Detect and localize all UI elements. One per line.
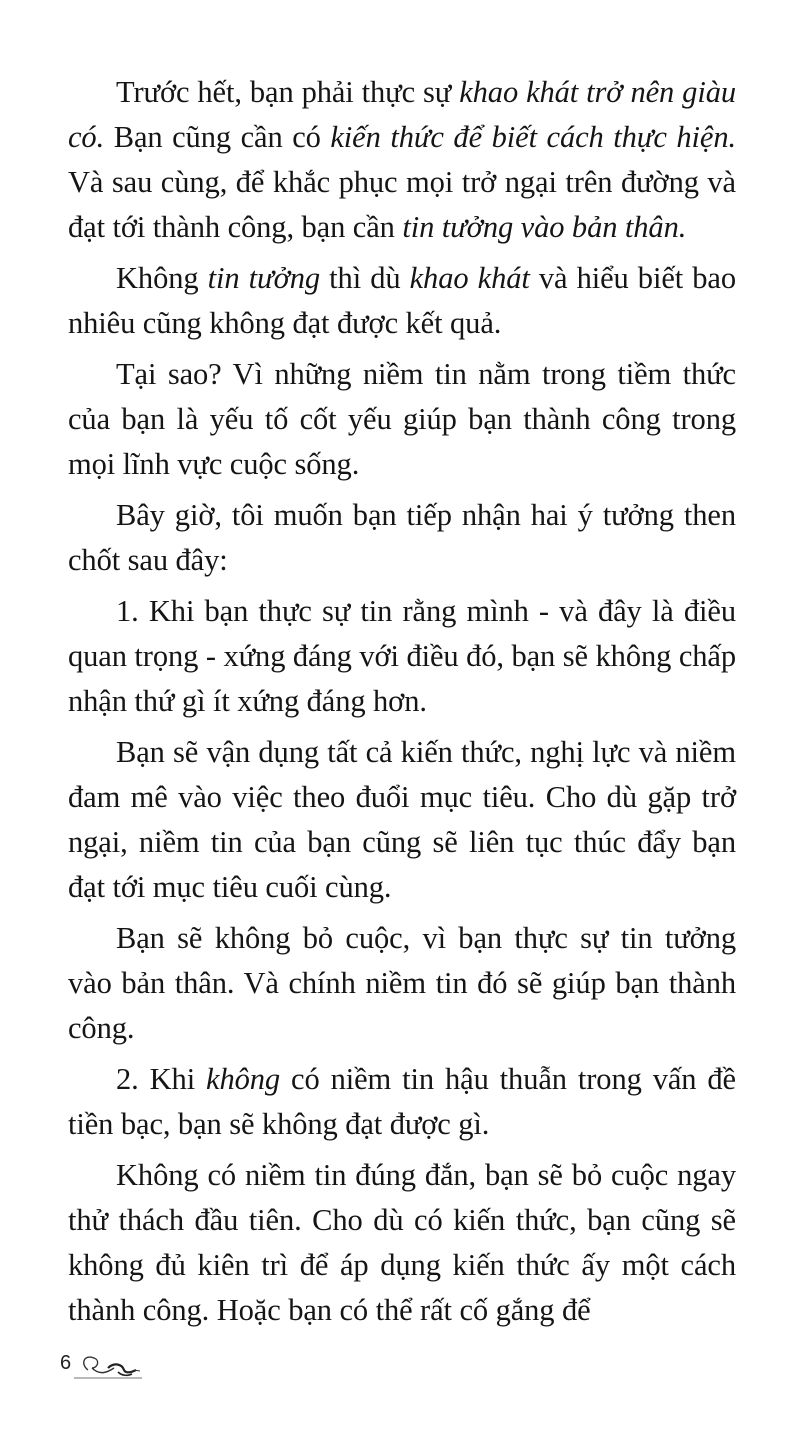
text-segment: Không (116, 261, 208, 295)
text-segment: Bạn sẽ không bỏ cuộc, vì bạn thực sự tin tưởng vào bản thân. Và chính niềm tin đó sẽ giúp bạn thành công. (68, 921, 736, 1045)
text-segment-italic: khao khát trở nên giàu có. (68, 75, 736, 154)
book-page-body (68, 70, 736, 1339)
text-segment: Không có niềm tin đúng đắn, bạn sẽ bỏ cuộc ngay thử thách đầu tiên. Cho dù có kiến thức, bạn cũng sẽ không đủ kiên trì để áp dụng kiến thức ấy một cách thành công. Hoặc bạn có thể rất cố gắng để (68, 1158, 736, 1327)
decorative-flourish-icon (74, 1350, 144, 1384)
page-number: 6 (60, 1352, 72, 1374)
page-footer (60, 1350, 180, 1390)
text-segment: Trước hết, bạn phải thực sự (116, 75, 460, 109)
text-segment: Bạn cũng cần có (104, 120, 331, 154)
text-segment: Tại sao? Vì những niềm tin nằm trong tiềm thức của bạn là yếu tố cốt yếu giúp bạn thành công trong mọi lĩnh vực cuộc sống. (68, 357, 736, 481)
text-segment: có niềm tin hậu thuẫn trong vấn đề tiền bạc, bạn sẽ không đạt được gì. (68, 1062, 736, 1141)
paragraph (68, 70, 736, 250)
paragraph (68, 352, 736, 487)
paragraph (68, 256, 736, 346)
text-segment: 1. Khi bạn thực sự tin rằng mình - và đây là điều quan trọng - xứng đáng với điều đó, bạn sẽ không chấp nhận thứ gì ít xứng đáng hơn. (68, 594, 736, 718)
paragraph (68, 1057, 736, 1147)
text-segment: Bạn sẽ vận dụng tất cả kiến thức, nghị lực và niềm đam mê vào việc theo đuổi mục tiêu. Cho dù gặp trở ngại, niềm tin của bạn cũng sẽ liên tục thúc đẩy bạn đạt tới mục tiêu cuối cùng. (68, 735, 736, 904)
text-segment: Bây giờ, tôi muốn bạn tiếp nhận hai ý tưởng then chốt sau đây: (68, 498, 736, 577)
text-segment: 2. Khi (116, 1062, 207, 1096)
text-segment-italic: không (206, 1062, 281, 1096)
text-segment: và hiểu biết bao nhiêu cũng không đạt được kết quả. (68, 261, 736, 340)
text-segment-italic: khao khát (409, 261, 530, 295)
paragraph (68, 730, 736, 910)
paragraph (68, 589, 736, 724)
text-segment-italic: kiến thức để biết cách thực hiện. (330, 120, 736, 154)
text-segment-italic: tin tưởng (207, 261, 321, 295)
text-segment: Và sau cùng, để khắc phục mọi trở ngại trên đường và đạt tới thành công, bạn cần (68, 165, 736, 244)
paragraph (68, 916, 736, 1051)
text-segment: thì dù (320, 261, 410, 295)
paragraph (68, 493, 736, 583)
paragraph (68, 1153, 736, 1333)
text-segment-italic: tin tưởng vào bản thân. (402, 210, 687, 244)
